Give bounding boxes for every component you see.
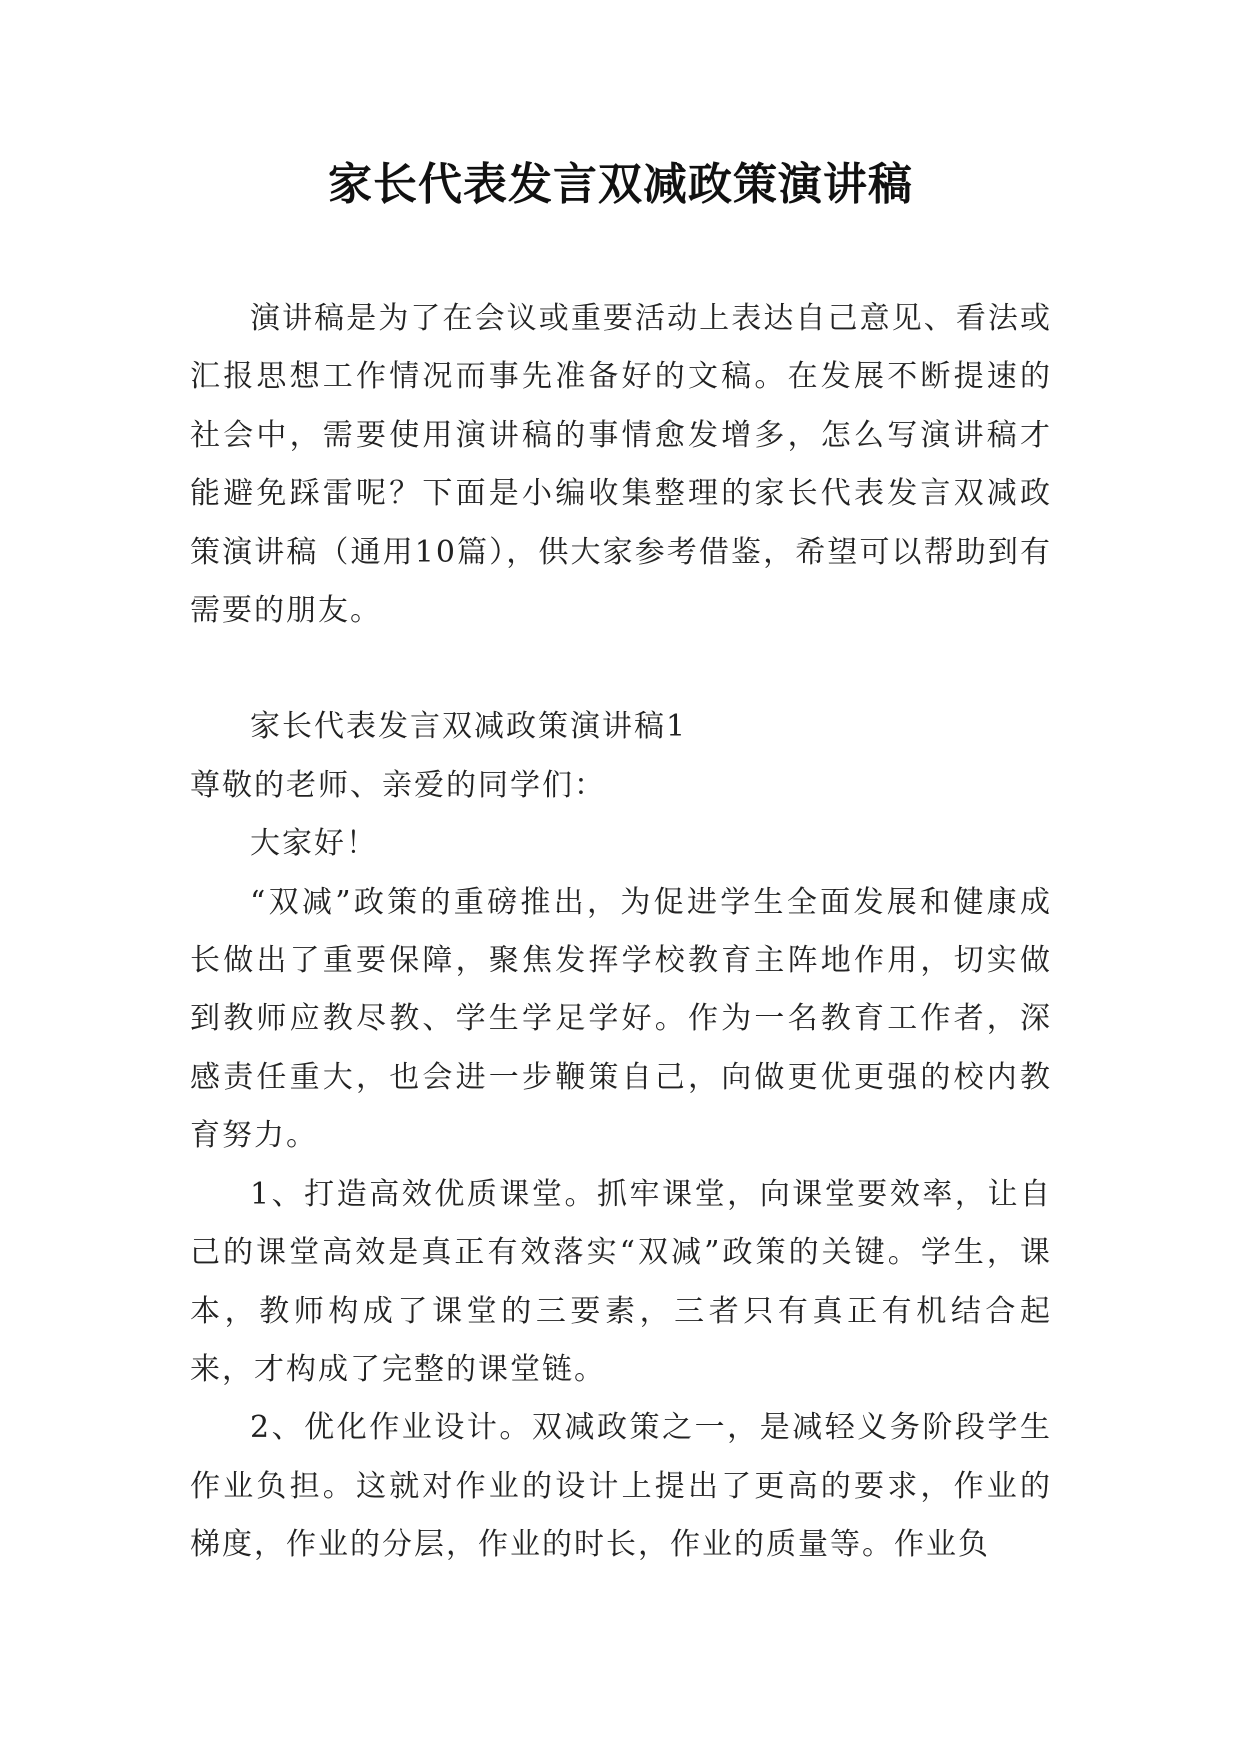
- salutation: 尊敬的老师、亲爱的同学们：: [190, 767, 606, 803]
- section-heading: 家长代表发言双减政策演讲稿1: [250, 709, 688, 745]
- document-body: [190, 290, 1052, 1575]
- body-paragraph: “双减”政策的重磅推出，为促进学生全面发展和健康成长做出了重要保障，聚焦发挥学校教育主阵地作用，切实做到教师应教尽教、学生学足学好。作为一名教育工作者，深感责任重大，也会进一步鞭策自己，向做更优更强的校内教育努力。: [190, 884, 1052, 1154]
- greeting: 大家好！: [250, 826, 378, 862]
- intro-paragraph: 演讲稿是为了在会议或重要活动上表达自己意见、看法或汇报思想工作情况而事先准备好的文稿。在发展不断提速的社会中，需要使用演讲稿的事情愈发增多，怎么写演讲稿才能避免踩雷呢？下面是小编收集整理的家长代表发言双减政策演讲稿（通用10篇），供大家参考借鉴，希望可以帮助到有需要的朋友。: [190, 301, 1052, 629]
- document-title: 家长代表发言双减政策演讲稿: [328, 159, 913, 210]
- body-paragraph: 2、优化作业设计。双减政策之一，是减轻义务阶段学生作业负担。这就对作业的设计上提出了更高的要求，作业的梯度，作业的分层，作业的时长，作业的质量等。作业负: [190, 1410, 1052, 1563]
- body-paragraph: 1、打造高效优质课堂。抓牢课堂，向课堂要效率，让自己的课堂高效是真正有效落实“双减”政策的关键。学生，课本，教师构成了课堂的三要素，三者只有真正有机结合起来，才构成了完整的课堂链。: [190, 1176, 1052, 1387]
